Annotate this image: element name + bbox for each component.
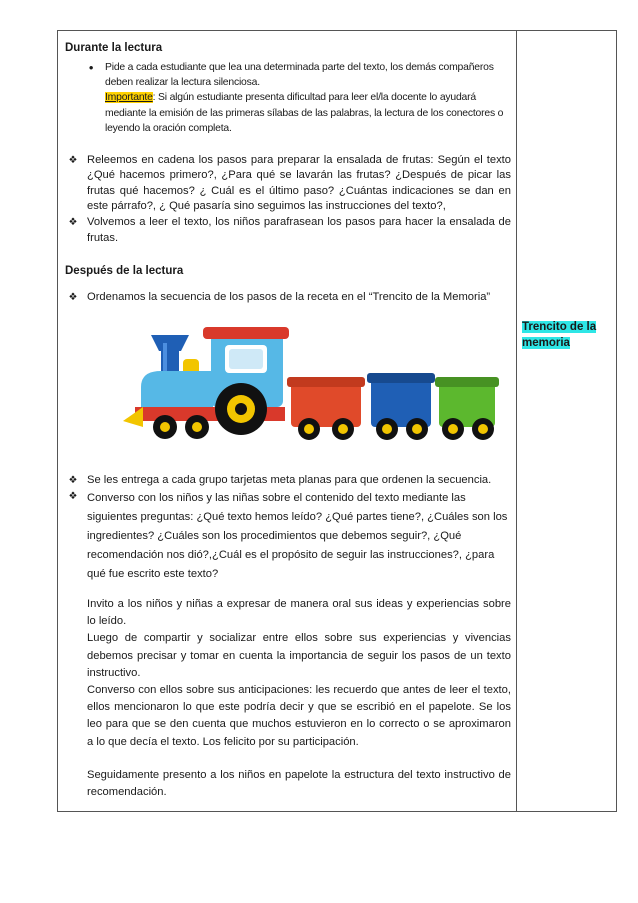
after-heading: Después de la lectura xyxy=(65,265,184,278)
importante-text: : Si algún estudiante presenta dificultad para leer el/la docente lo ayudará mediante la emisión de las primeras sílabas de las palabras, la lectura de los conectores o leyendo la oración completa. xyxy=(105,92,504,135)
after-para-1: Invito a los niños y niñas a expresar de manera oral sus ideas y experiencias sobre lo leído. xyxy=(87,597,511,628)
lesson-table xyxy=(57,30,617,812)
during-heading: Durante la lectura xyxy=(65,42,163,54)
diamond-bullet-icon: ❖ xyxy=(68,217,78,228)
importante-note xyxy=(105,90,511,136)
after-item-2 xyxy=(65,473,511,489)
after-item-3 xyxy=(65,489,511,584)
after-para-4: Seguidamente presento a los niños en papelote la estructura del texto instructivo de recomendación. xyxy=(87,768,511,798)
after-item-2-text: Se les entrega a cada grupo tarjetas meta planas para que ordenen la secuencia. xyxy=(87,474,492,487)
during-item-2-text: Volvemos a leer el texto, los niños parafrasean los pasos para hacer la ensalada de frutas. xyxy=(87,216,511,244)
trencito-label: Trencito de la memoria xyxy=(522,321,597,349)
after-para-2: Luego de compartir y socializar entre ellos sobre sus experiencias y vivencias debemos precisar y tomar en cuenta la importancia de seguir los pasos de un texto instructivo. xyxy=(87,632,511,679)
during-item-1 xyxy=(65,153,511,215)
diamond-bullet-icon: ❖ xyxy=(68,154,78,166)
after-item-3-text: Converso con los niños y las niñas sobre el contenido del texto mediante las siguientes preguntas: ¿Qué texto hemos leído? ¿Qué partes tiene?, ¿Cuáles son los ingredientes? ¿Cuáles son los procedimientos que debemos seguir?, ¿Qué recomendación nos dió?,¿Cuál es el propósito de seguir las instrucciones?, ¿para qué fue escrito este texto? xyxy=(87,491,508,580)
bullet-dot-icon: • xyxy=(88,59,94,75)
after-item-1-text: Ordenamos la secuencia de los pasos de la receta en el “Trencito de la Memoria” xyxy=(87,290,491,303)
main-column xyxy=(65,41,511,801)
during-item-1-text: Releemos en cadena los pasos para preparar la ensalada de frutas: Según el texto ¿Qué hacemos primero?, ¿Para qué se lavarán las frutas? ¿Después de picar las frutas qué hacemos? ¿ Cuál es el último paso? ¿Cuántas indicaciones se dan en este párrafo?, ¿ Qué pasaría sino seguimos las instrucciones del texto?, xyxy=(87,153,511,213)
diamond-bullet-icon: ❖ xyxy=(68,291,78,303)
toy-train-illustration xyxy=(121,321,511,451)
after-para-3: Converso con ellos sobre sus anticipaciones: les recuerdo que antes de leer el texto, ellos mencionaron lo que este podría decir y que se escribió en el papelote. Se los leo para que se den cuenta que muchos estuvieron en lo correcto o se aproximaron a lo que decía el texto. Los felicito por su participación. xyxy=(87,683,511,748)
diamond-bullet-icon: ❖ xyxy=(68,475,78,487)
during-item-2 xyxy=(65,215,511,246)
side-column xyxy=(522,320,614,351)
after-item-1 xyxy=(65,290,511,306)
importante-label: Importante xyxy=(105,92,153,104)
diamond-bullet-icon: ❖ xyxy=(68,490,78,502)
during-bullet xyxy=(83,60,511,137)
column-divider xyxy=(516,31,517,811)
after-paragraphs xyxy=(65,596,511,801)
during-bullet-text: Pide a cada estudiante que lea una determinada parte del texto, los demás compañeros deben realizar la lectura silenciosa. xyxy=(105,61,494,88)
